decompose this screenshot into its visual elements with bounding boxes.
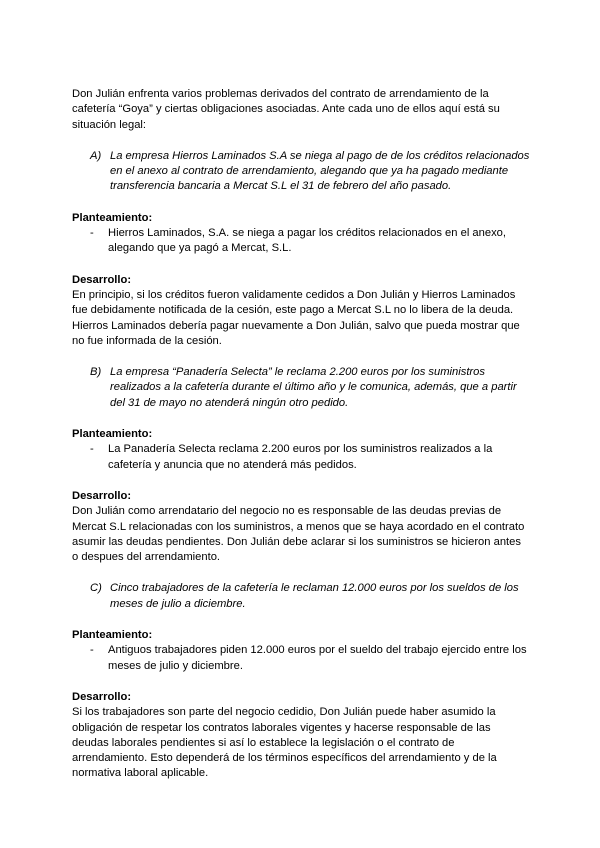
planteamiento-text: La Panadería Selecta reclama 2.200 euros por los suministros realizados a la cafetería y anuncia que no atenderá más pedidos. (108, 443, 493, 471)
desarrollo-heading: Desarrollo: (72, 489, 132, 502)
planteamiento-text: Antiguos trabajadores piden 12.000 euros por el sueldo del trabajo ejercido entre los meses de julio y diciembre. (108, 644, 527, 672)
bullet-mark: - (90, 644, 94, 657)
planteamiento-item (90, 442, 530, 473)
case-text: La empresa Hierros Laminados S.A se niega al pago de de los créditos relacionados en el anexo al contrato de arrendamiento, alegando que ya ha pagado mediante transferencia bancaria a Mercat S.L el 31 de febrero del año pasado. (110, 149, 530, 193)
document-page (72, 87, 530, 798)
planteamiento-text: Hierros Laminados, S.A. se niega a pagar los créditos relacionados en el anexo, alegando que ya pagó a Mercat, S.L. (108, 227, 507, 255)
planteamiento-heading: Planteamiento: (72, 211, 153, 224)
desarrollo-text: En principio, si los créditos fueron validamente cedidos a Don Julián y Hierros Laminados fue debidamente notificada de la cesión, este pago a Mercat S.L no lo libera de la deuda. Hierros Laminados debería pagar nuevamente a Don Julián, salvo que pueda mostrar que no fue informada de la cesión. (72, 288, 520, 347)
desarrollo-text: Si los trabajadores son parte del negocio cedidio, Don Julián puede haber asumido la obligación de respetar los contratos laborales vigentes y hacerse responsable de las deudas laborales pendientes si así lo establece la legislación o el contrato de arrendamiento. Esto dependerá de los términos específicos del arrendamiento y de la normativa laboral aplicable. (72, 706, 497, 780)
case-text: Cinco trabajadores de la cafetería le reclaman 12.000 euros por los sueldos de los meses de julio a diciembre. (110, 582, 519, 610)
desarrollo-heading: Desarrollo: (72, 273, 132, 286)
planteamiento-heading: Planteamiento: (72, 629, 153, 642)
planteamiento-item (90, 643, 530, 674)
case-letter: B) (90, 366, 102, 379)
bullet-mark: - (90, 227, 94, 240)
desarrollo-heading: Desarrollo: (72, 690, 132, 703)
planteamiento-item (90, 226, 530, 257)
case-a (90, 149, 530, 195)
case-text: La empresa “Panadería Selecta” le reclama 2.200 euros por los suministros realizados a la cafetería durante el último año y le comunica, además, que a partir del 31 de mayo no atenderá ningún otro pedido. (110, 366, 517, 409)
bullet-mark: - (90, 443, 94, 456)
case-b (90, 365, 530, 411)
desarrollo-text: Don Julián como arrendatario del negocio no es responsable de las deudas previas de Mercat S.L relacionadas con los suministros, a menos que se haya acordado en el contrato asumir las deudas pendientes. Don Julián debe aclarar si los suministros se hicieron antes o despues del arrendamiento. (72, 505, 525, 564)
case-letter: C) (90, 582, 102, 595)
case-letter: A) (90, 149, 102, 162)
planteamiento-heading: Planteamiento: (72, 428, 153, 441)
case-c (90, 581, 530, 612)
intro-paragraph: Don Julián enfrenta varios problemas derivados del contrato de arrendamiento de la cafetería “Goya” y ciertas obligaciones asociadas. Ante cada uno de ellos aquí está su situación legal: (72, 88, 500, 131)
